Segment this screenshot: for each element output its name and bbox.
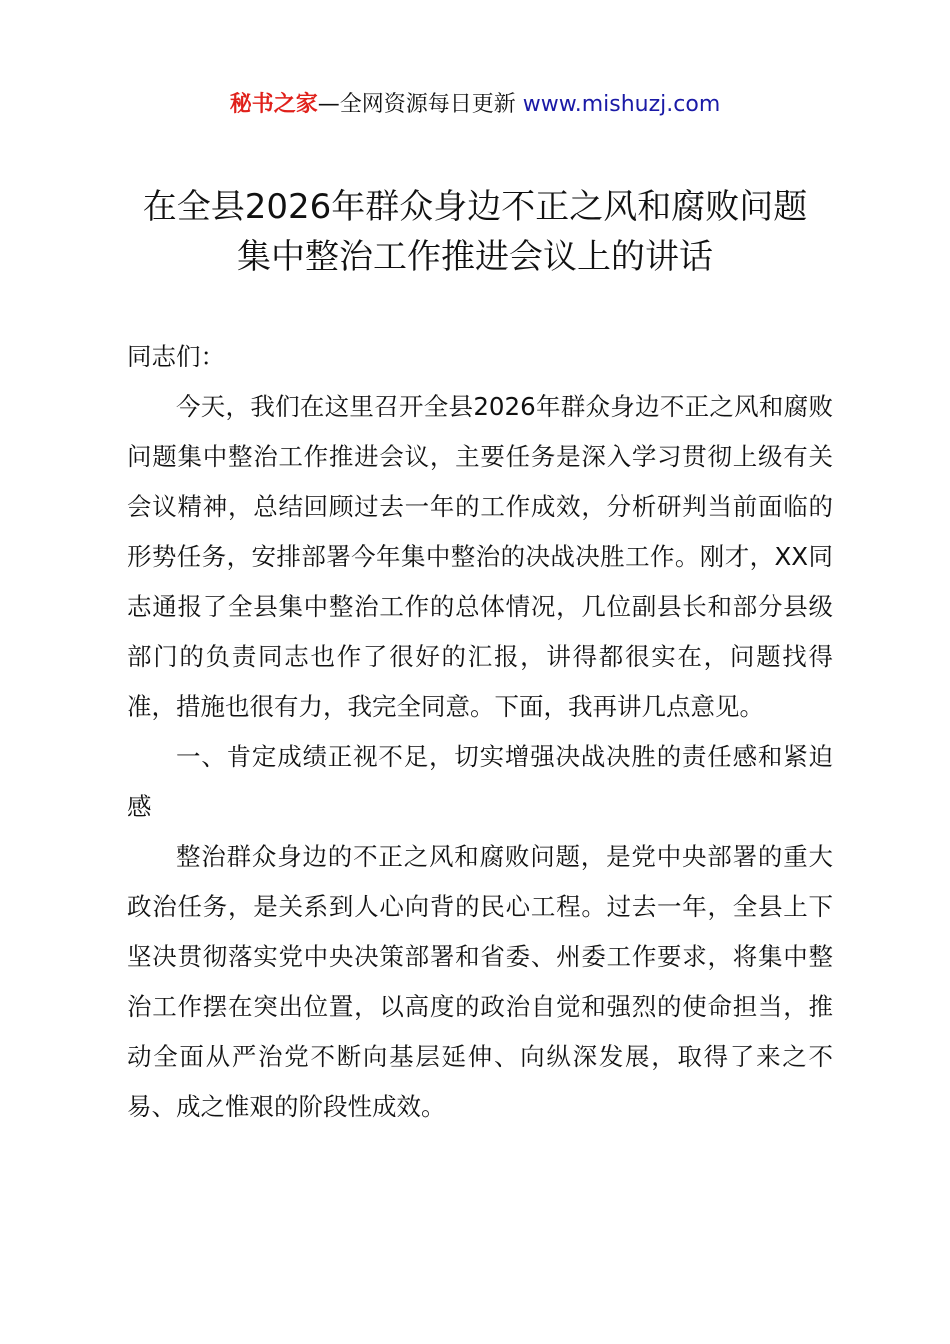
document-title (0, 182, 950, 282)
title-line-2: 集中整治工作推进会议上的讲话 (237, 237, 713, 277)
brand-name: 秘书之家 (229, 92, 318, 117)
site-url-link[interactable]: www.mishuzj.com (522, 92, 721, 117)
header-tagline: —全网资源每日更新 (317, 92, 516, 117)
document-body (127, 332, 833, 1132)
paragraph-intro: 今天，我们在这里召开全县2026年群众身边不正之风和腐败问题集中整治工作推进会议，主要任务是深入学习贯彻上级有关会议精神，总结回顾过去一年的工作成效，分析研判当前面临的形势任务，安排部署今年集中整治的决战决胜工作。刚才，XX同志通报了全县集中整治工作的总体情况，几位副县长和部分县级部门的负责同志也作了很好的汇报，讲得都很实在，问题找得准，措施也很有力，我完全同意。下面，我再讲几点意见。 (127, 392, 833, 721)
salutation: 同志们： (127, 342, 225, 371)
paragraph-section-1: 整治群众身边的不正之风和腐败问题，是党中央部署的重大政治任务，是关系到人心向背的民心工程。过去一年，全县上下坚决贯彻落实党中央决策部署和省委、州委工作要求，将集中整治工作摆在突出位置，以高度的政治自觉和强烈的使命担当，推动全面从严治党不断向基层延伸、向纵深发展，取得了来之不易、成之惟艰的阶段性成效。 (127, 842, 833, 1121)
site-header (0, 88, 950, 122)
section-heading-1: 一、肯定成绩正视不足，切实增强决战决胜的责任感和紧迫感 (127, 742, 833, 821)
title-line-1: 在全县2026年群众身边不正之风和腐败问题 (142, 187, 808, 227)
